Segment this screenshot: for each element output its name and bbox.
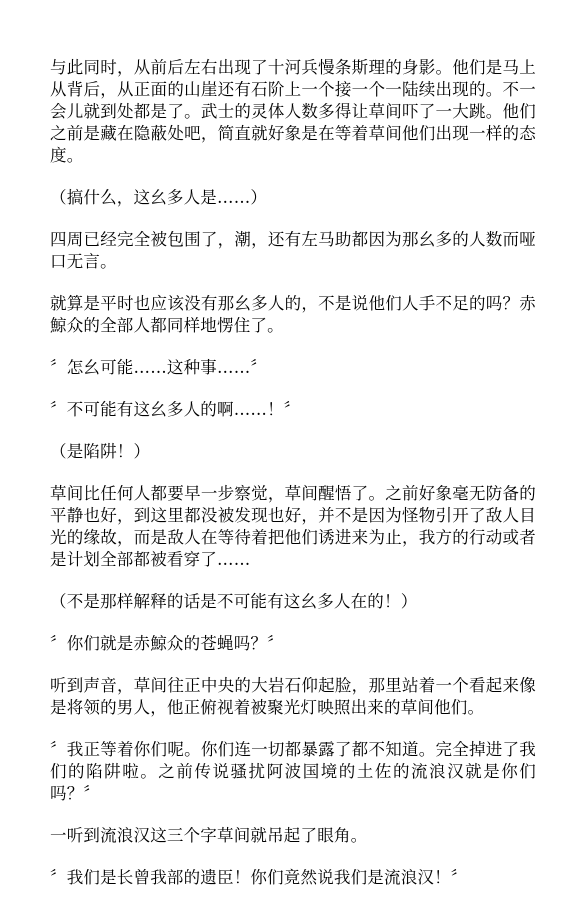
paragraph: 〞我们是长曾我部的遗臣！你们竟然说我们是流浪汉！〞 (50, 868, 468, 887)
paragraph: 〞怎幺可能……这种事……〞 (50, 358, 268, 377)
paragraph: 〞不可能有这幺多人的啊……！〞 (50, 400, 301, 419)
paragraph: 〞我正等着你们呢。你们连一切都暴露了都不知道。完全掉进了我们的陷阱啦。之前传说骚扰阿波国境的土佐的流浪汉就是你们吗？〞 (50, 740, 536, 803)
paragraph: 就算是平时也应该没有那幺多人的，不是说他们人手不足的吗？赤鯨众的全部人都同样地愣住了。 (50, 294, 536, 335)
paragraph: 与此同时，从前后左右出现了十河兵慢条斯理的身影。他们是马上从背后，从正面的山崖还有石阶上一个接一个一陆续出现的。不一会儿就到处都是了。武士的灵体人数多得让草间吓了一大跳。他们之前是藏在隐蔽处吧，简直就好象是在等着草间他们出现一样的态度。 (50, 58, 536, 165)
paragraph: （不是那样解释的话是不可能有这幺多人在的！） (50, 592, 418, 611)
paragraph: （是陷阱！） (50, 442, 151, 461)
paragraph: 草间比任何人都要早一步察觉，草间醒悟了。之前好象毫无防备的平静也好，到这里都没被发现也好，并不是因为怪物引开了敌人目光的缘故，而是敌人在等待着把他们诱进来为止，我方的行动或者是计划全部都被看穿了…… (50, 484, 536, 569)
paragraph: 一听到流浪汉这三个字草间就吊起了眼角。 (50, 826, 368, 845)
paragraph: 听到声音，草间往正中央的大岩石仰起脸，那里站着一个看起来像是将领的男人，他正俯视着被聚光灯映照出来的草间他们。 (50, 676, 536, 717)
document-page (50, 57, 536, 909)
paragraph: （搞什么，这幺多人是……） (50, 188, 268, 207)
paragraph: 四周已经完全被包围了，潮，还有左马助都因为那幺多的人数而哑口无言。 (50, 230, 536, 271)
paragraph: 〞你们就是赤鯨众的苍蝇吗？〞 (50, 634, 284, 653)
